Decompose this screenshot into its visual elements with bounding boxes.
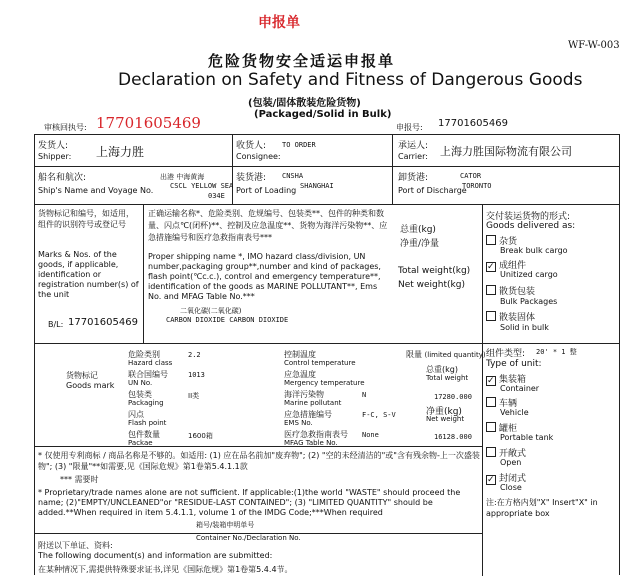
footnote-cn: * 仅使用专利商标 / 商品名称是不够的。如适用: (1) 应在品名前加"废弃物"; (2) "空的未经清洁的"或"含有残余物-上一次盛装物"; (3) "限量"**如需要,见《国际危规》第1卷第5.4.1.1款	[38, 451, 480, 471]
attach-label-en: The following document(s) and information are submitted:	[38, 551, 273, 560]
ems-label-en: EMS No.	[284, 419, 313, 427]
discharge-label-cn: 卸货港:	[398, 173, 429, 183]
delivery-option-solid-bulk-en: Solid in bulk	[500, 323, 549, 332]
gross-weight-label-en: Total weight	[426, 374, 469, 382]
discharge-label-en: Port of Discharge	[398, 186, 467, 195]
marks-label-en: Marks & Nos. of the goods, if applicable, identification or registration number(s) of the unit	[38, 250, 139, 299]
delivery-option-solid-bulk[interactable]: 散装固体	[486, 310, 535, 323]
shipping-label-cn: 正确运输名称*、危险类别、危规编号、包装类**、包件的种类和数量、闪点℃(闭杯)**、控制及应急温度**、货物为海洋污染物**、应急措施编号和医疗急救指南表号***	[148, 209, 388, 242]
carrier-label-cn: 承运人:	[398, 141, 429, 151]
delivery-title-cn: 交付装运货物的形式:	[486, 212, 571, 222]
bl-label: B/L:	[48, 320, 64, 329]
declare-number: 17701605469	[438, 118, 508, 129]
count-value: 1600箱	[188, 432, 213, 440]
delivery-option-break-bulk-en: Break bulk cargo	[500, 246, 568, 255]
declare-label: 申报号:	[396, 123, 423, 132]
consignee-label-en: Consignee:	[236, 152, 281, 161]
delivery-option-unitized-en: Unitized cargo	[500, 270, 558, 279]
unit-option-close[interactable]: ✓封闭式	[486, 471, 526, 485]
title-en: Declaration on Safety and Fitness of Dangerous Goods	[118, 70, 583, 90]
goods-name-cn: 二氧化碳(二氧化碳)	[180, 307, 242, 315]
unit-option-tank-en: Portable tank	[500, 433, 554, 442]
marks-label-cn: 货物标记和编号，如适用，组件的识别符号或登记号	[38, 209, 134, 229]
hazard-label-cn: 危险类别	[128, 350, 160, 359]
net-label-cn: 净重/净量	[400, 239, 440, 249]
pollutant-label-en: Marine pollutant	[284, 399, 342, 407]
checkbox-icon	[486, 397, 496, 407]
stamp-label: 申报单	[258, 15, 300, 31]
approval-number: 17701605469	[96, 114, 201, 132]
shipping-label-en: Proper shipping name *, IMO hazard class/division, UN number,packaging group**,number and kind of packages, flash point(℃c.c.), control and emergency temperature**, identification of the goods as MARINE POLLUTANT**, Ems No. and MFAG Table No.***	[148, 252, 381, 301]
discharge-value-city: TORONTO	[462, 182, 492, 190]
control-temp-label-cn: 控制温度	[284, 350, 316, 359]
pack-value: II类	[188, 392, 200, 400]
hazard-value: 2.2	[188, 351, 201, 359]
checkbox-icon	[486, 447, 496, 457]
unit-type-value: 20' * 1 整	[536, 348, 577, 356]
carrier-value: 上海力胜国际物流有限公司	[440, 145, 572, 158]
shipper-label-en: Shipper:	[38, 152, 72, 161]
net-label-en: Net weight(kg)	[398, 280, 465, 290]
checkbox-checked-icon	[486, 262, 496, 272]
unit-option-vehicle-en: Vehicle	[500, 408, 529, 417]
emerg-temp-label-en: Mergency temperature	[284, 379, 365, 387]
net-weight-label-en: Net weight	[426, 415, 465, 423]
unit-option-container[interactable]: ✓集装箱	[486, 372, 526, 386]
ship-value-cn: 出港 中海黄海	[160, 173, 205, 181]
un-label-en: UN No.	[128, 379, 153, 387]
unit-option-container-en: Container	[500, 384, 540, 393]
net-weight-label-cn: 净重(kg)	[426, 407, 462, 417]
unit-type-label: 组件类型:	[486, 349, 526, 359]
loading-label-cn: 装货港:	[236, 173, 267, 183]
unit-option-open-en: Open	[500, 458, 522, 467]
subtitle-cn: (包装/固体散装危险货物)	[248, 98, 361, 109]
shipper-label-cn: 发货人:	[38, 141, 69, 151]
footnote-cn-2: *** 需要时	[60, 475, 99, 484]
loading-label-en: Port of Loading	[236, 186, 297, 195]
consignee-value: TO ORDER	[282, 141, 316, 149]
container-no-label-cn: 箱号/装箱申明单号	[196, 521, 255, 529]
delivery-option-break-bulk[interactable]: 杂货	[486, 234, 517, 247]
bl-number: 17701605469	[68, 317, 138, 328]
goods-mark-label-en: Goods mark	[66, 381, 115, 390]
mfag-label-en: MFAG Table No.	[284, 439, 338, 447]
checkbox-note: 注:在方格内划"X" Insert"X" in appropriate box	[486, 498, 598, 518]
checkbox-icon	[486, 235, 496, 245]
un-label-cn: 联合国编号	[128, 370, 168, 379]
mfag-label-cn: 医疗急救指南表号	[284, 430, 348, 439]
ems-label-cn: 应急措施编号	[284, 410, 332, 419]
gross-weight-label-cn: 总重(kg)	[426, 365, 458, 374]
pollutant-value: N	[362, 391, 367, 399]
checkbox-checked-icon	[486, 376, 496, 386]
count-label-cn: 包件数量	[128, 430, 160, 439]
flash-label-en: Flash point	[128, 419, 167, 427]
ship-value-voy: 034E	[208, 192, 225, 200]
attach-note: 在某种情况下,需提供特殊要求证书,详见《国际危规》第1卷第5.4.4节。	[38, 565, 293, 574]
ship-label-en: Ship's Name and Voyage No.	[38, 186, 154, 195]
delivery-option-bulk-packages-en: Bulk Packages	[500, 297, 558, 306]
checkbox-checked-icon	[486, 475, 496, 485]
footnote-en: * Proprietary/trade names alone are not sufficient. If applicable:(1)the world "WASTE" should proceed the name; (2)"EMPTY/UNCLEANED"or "RESIDUE-LAST CONTAINED"; (3) "LIMITED QUANTITY" should be added.**When required in item 5.4.1.1, volume 1 of the IMDG Code;***When required	[38, 488, 461, 517]
hazard-label-en: Hazard class	[128, 359, 173, 367]
emerg-temp-label-cn: 应急温度	[284, 370, 316, 379]
unit-option-vehicle[interactable]: 车辆	[486, 396, 517, 409]
discharge-value: CATOR	[460, 172, 482, 180]
subtitle-en: (Packaged/Solid in Bulk)	[254, 109, 392, 120]
delivery-title-en: Goods delivered as:	[486, 221, 576, 231]
ship-label-cn: 船名和航次:	[38, 173, 87, 183]
un-value: 1013	[188, 371, 205, 379]
mfag-value: None	[362, 431, 379, 439]
weight-label-cn: 总重(kg)	[400, 225, 436, 235]
unit-option-open[interactable]: 开敞式	[486, 446, 526, 459]
checkbox-icon	[486, 285, 496, 295]
pack-label-en: Packaging	[128, 399, 164, 407]
limit-label: 限量 (limited quantity)	[406, 350, 486, 359]
approval-label: 审核回执号:	[44, 123, 87, 132]
checkbox-icon	[486, 311, 496, 321]
consignee-label-cn: 收货人:	[236, 141, 267, 151]
shipper-value: 上海力胜	[96, 145, 145, 159]
net-weight-value: 16128.000	[434, 433, 472, 441]
pack-label-cn: 包装类	[128, 390, 152, 399]
count-label-en: Packae	[128, 439, 153, 447]
loading-value: CNSHA	[282, 172, 304, 180]
unit-type-label-en: Type of unit:	[486, 359, 542, 369]
attach-label-cn: 附送以下单证、资料:	[38, 541, 113, 550]
unit-option-tank[interactable]: 罐柜	[486, 421, 517, 434]
control-temp-label-en: Control temperature	[284, 359, 356, 367]
carrier-label-en: Carrier:	[398, 152, 428, 161]
weight-label-en: Total weight(kg)	[398, 266, 471, 276]
pollutant-label-cn: 海洋污染物	[284, 390, 324, 399]
goods-name-en: CARBON DIOXIDE CARBON DIOXIDE	[166, 316, 289, 324]
gross-weight-value: 17280.000	[434, 393, 472, 401]
flash-label-cn: 闪点	[128, 410, 144, 419]
container-no-label-en: Container No./Declaration No.	[196, 534, 301, 542]
ship-value-en: CSCL YELLOW SEA	[170, 182, 234, 190]
delivery-option-bulk-packages[interactable]: 散货包装	[486, 284, 535, 297]
title-cn: 危险货物安全适运申报单	[208, 52, 396, 70]
loading-value-city: SHANGHAI	[300, 182, 334, 190]
ems-value: F-C, S-V	[362, 411, 396, 419]
delivery-option-unitized[interactable]: ✓成组件	[486, 258, 526, 272]
goods-mark-label-cn: 货物标记	[66, 371, 98, 380]
unit-option-close-en: Close	[500, 483, 522, 492]
form-number: WF-W-003	[568, 40, 620, 51]
checkbox-icon	[486, 422, 496, 432]
